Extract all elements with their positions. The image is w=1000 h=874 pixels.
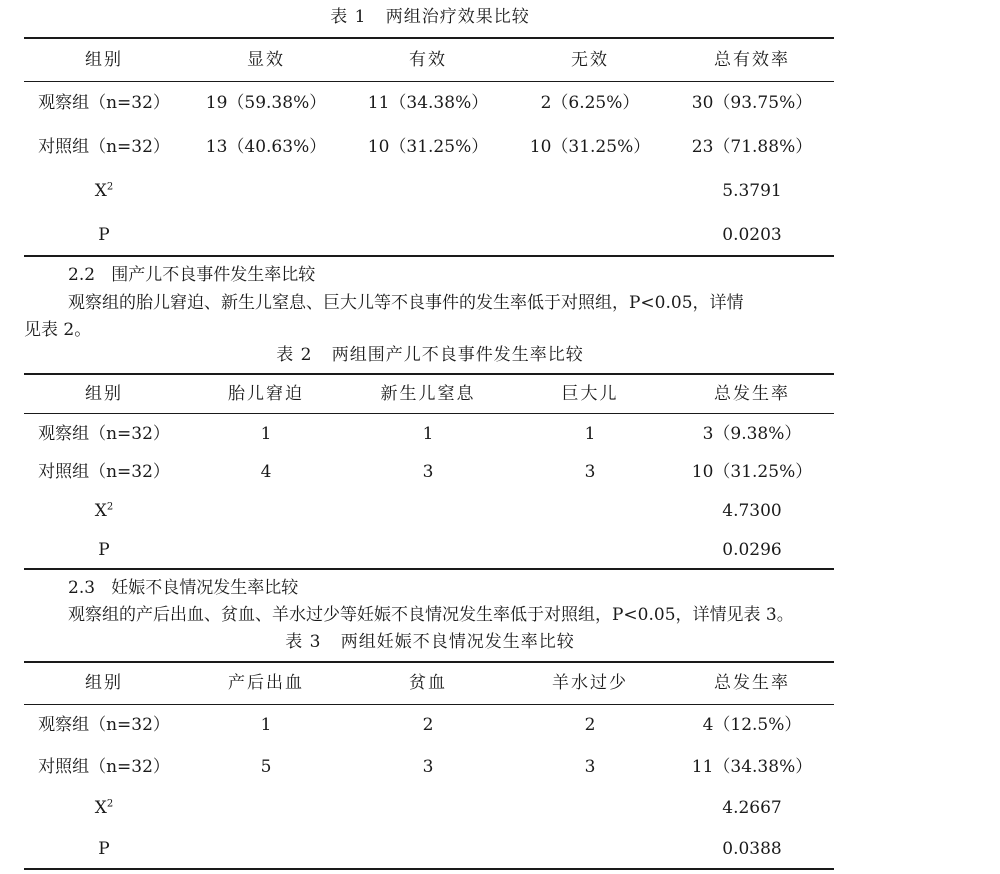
table-row-p	[24, 837, 834, 861]
header-cell: 胎儿窘迫	[228, 384, 304, 404]
table-cell: 10（31.25%）	[691, 462, 813, 482]
chi-square-label: $X^2$	[94, 181, 114, 201]
table-2-header-row	[24, 382, 834, 406]
table-cell: 10（31.25%）	[529, 137, 651, 157]
table-cell: 2	[584, 715, 596, 735]
table-row-p	[24, 223, 834, 247]
table-cell: 1	[260, 424, 272, 444]
section-heading: 2.2 围产儿不良事件发生率比较	[68, 265, 316, 285]
table-2-caption: 表 2 两组围产儿不良事件发生率比较	[276, 345, 584, 365]
chi-square-label: $X^2$	[94, 501, 114, 521]
table-row	[24, 422, 834, 446]
table-cell: 4	[260, 462, 272, 482]
table-2-top-rule	[24, 373, 834, 375]
table-2-header-rule	[24, 413, 834, 414]
header-cell: 总有效率	[714, 50, 790, 70]
header-cell: 有效	[409, 50, 447, 70]
table-cell: 1	[584, 424, 596, 444]
table-cell: 3	[584, 757, 596, 777]
header-cell: 组别	[85, 673, 123, 693]
header-cell: 组别	[85, 50, 123, 70]
table-3-bottom-rule	[24, 868, 834, 870]
table-cell: 对照组（n=32）	[38, 137, 170, 157]
section-heading: 2.3 妊娠不良情况发生率比较	[68, 578, 299, 598]
table-cell: 11（34.38%）	[691, 757, 813, 777]
table-cell: 观察组（n=32）	[38, 93, 170, 113]
table-row-chi-square	[24, 179, 834, 203]
table-1-caption: 表 1 两组治疗效果比较	[330, 7, 530, 27]
table-3-header-rule	[24, 704, 834, 705]
table-cell: 2（6.25%）	[540, 93, 640, 113]
header-cell: 无效	[571, 50, 609, 70]
table-3-top-rule	[24, 661, 834, 663]
table-cell: 10（31.25%）	[367, 137, 489, 157]
p-value: 0.0296	[722, 540, 782, 560]
table-row-chi-square	[24, 796, 834, 820]
table-cell: 4（12.5%）	[702, 715, 802, 735]
table-cell: 3	[422, 462, 434, 482]
p-label: P	[98, 839, 110, 859]
table-cell: 23（71.88%）	[691, 137, 813, 157]
table-cell: 观察组（n=32）	[38, 424, 170, 444]
paragraph-line: 观察组的胎儿窘迫、新生儿窒息、巨大儿等不良事件的发生率低于对照组，P<0.05，详情	[68, 293, 744, 313]
p-value: 0.0388	[722, 839, 782, 859]
header-cell: 新生儿窒息	[380, 384, 476, 404]
chi-square-label: $X^2$	[94, 798, 114, 818]
table-cell: 对照组（n=32）	[38, 757, 170, 777]
table-cell: 13（40.63%）	[205, 137, 327, 157]
table-row	[24, 91, 834, 115]
table-1-bottom-rule	[24, 255, 834, 257]
table-cell: 1	[422, 424, 434, 444]
header-cell: 总发生率	[714, 673, 790, 693]
table-cell: 观察组（n=32）	[38, 715, 170, 735]
paragraph-line: 观察组的产后出血、贫血、羊水过少等妊娠不良情况发生率低于对照组，P<0.05，详情见表 3。	[68, 605, 794, 625]
table-row	[24, 135, 834, 159]
table-3-caption: 表 3 两组妊娠不良情况发生率比较	[285, 632, 575, 652]
table-cell: 19（59.38%）	[205, 93, 327, 113]
chi-square-value: 4.2667	[722, 798, 782, 818]
table-cell: 1	[260, 715, 272, 735]
table-row	[24, 713, 834, 737]
table-3-header-row	[24, 671, 834, 695]
header-cell: 羊水过少	[552, 673, 628, 693]
p-label: P	[98, 540, 110, 560]
header-cell: 总发生率	[714, 384, 790, 404]
table-cell: 2	[422, 715, 434, 735]
header-cell: 巨大儿	[561, 384, 619, 404]
p-value: 0.0203	[722, 225, 782, 245]
table-cell: 3（9.38%）	[702, 424, 802, 444]
header-cell: 显效	[247, 50, 285, 70]
paragraph-line: 见表 2。	[24, 320, 92, 340]
table-cell: 5	[260, 757, 272, 777]
table-1-top-rule	[24, 37, 834, 39]
table-cell: 30（93.75%）	[691, 93, 813, 113]
chi-square-value: 4.7300	[722, 501, 782, 521]
table-cell: 3	[584, 462, 596, 482]
table-1-header-rule	[24, 81, 834, 82]
table-cell: 对照组（n=32）	[38, 462, 170, 482]
table-row-chi-square	[24, 499, 834, 523]
table-row	[24, 460, 834, 484]
chi-square-value: 5.3791	[722, 181, 782, 201]
table-cell: 3	[422, 757, 434, 777]
table-1-header-row	[24, 48, 834, 72]
header-cell: 产后出血	[228, 673, 304, 693]
table-2-bottom-rule	[24, 568, 834, 570]
header-cell: 组别	[85, 384, 123, 404]
header-cell: 贫血	[409, 673, 447, 693]
table-row-p	[24, 538, 834, 562]
table-row	[24, 755, 834, 779]
p-label: P	[98, 225, 110, 245]
table-cell: 11（34.38%）	[367, 93, 489, 113]
